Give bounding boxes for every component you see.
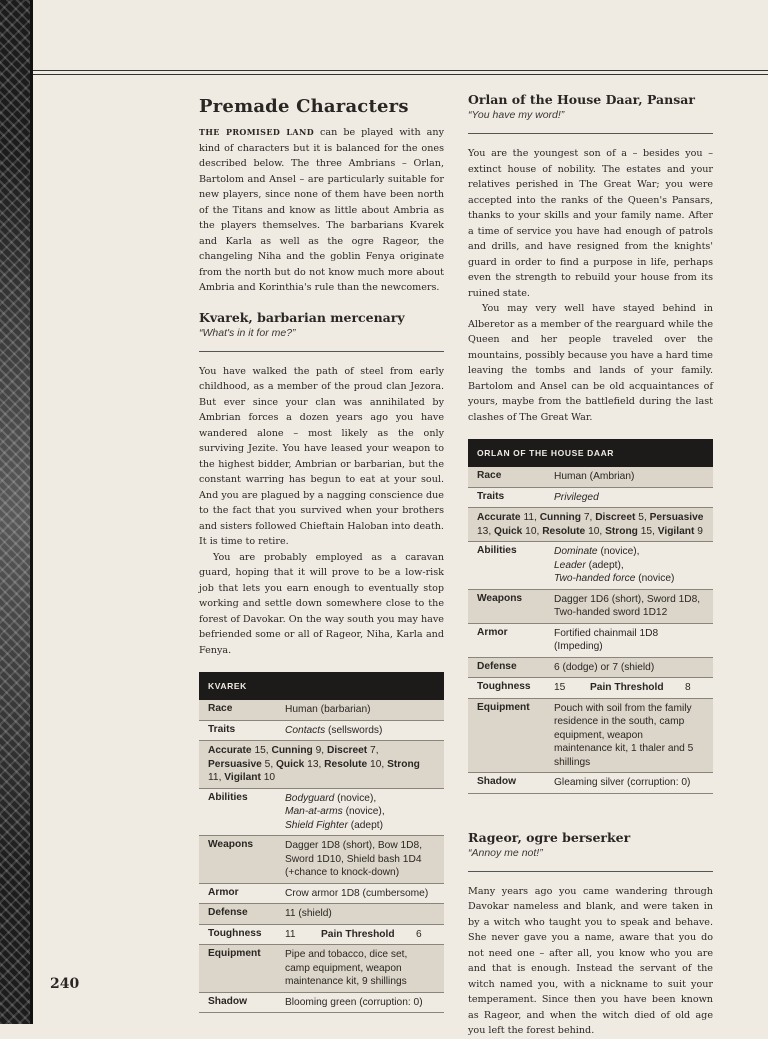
stat-value: 11 (shield): [285, 908, 332, 919]
left-column: [199, 96, 444, 1013]
stat-value: [285, 792, 435, 833]
pain-threshold-value: 8: [685, 682, 691, 693]
stat-value: Fortified chainmail 1D8 (Impeding): [554, 627, 659, 652]
attr-value: 13: [307, 758, 319, 770]
attr-value: 7: [370, 745, 376, 756]
attr-value: 10: [370, 758, 382, 770]
stat-label: Race: [208, 703, 233, 714]
stat-row-toughness: [468, 678, 713, 699]
intro-paragraph: [199, 125, 444, 296]
ability-level: (novice),: [334, 792, 377, 804]
stat-value: [554, 491, 704, 505]
stat-value: Human (barbarian): [285, 704, 371, 715]
ability-level: (adept): [347, 819, 383, 831]
stat-row-attributes: Accurate 15, Cunning 9, Discreet 7, Persuasive 5, Quick 13, Resolute 10, Strong 11, Vigilant 10: [199, 741, 444, 789]
orlan-paragraph-1: You are the youngest son of a – besides you – extinct house of nobility. The estates and your relatives perished in The Great War; you were accepted into the ranks of the Queen's Pansars, thanks to your skills and your family name. After a time of service you have had enough of patrols and drills, and have resigned from the knights' guard in order to find a purpose in life, perhaps even the strength to rebuild your house from its ruined state.: [468, 148, 713, 299]
stat-label: Toughness: [477, 681, 531, 692]
attr-value: 10: [263, 772, 276, 783]
header-rule: [33, 70, 768, 71]
rageor-quote: “Annoy me not!”: [468, 846, 543, 859]
attr-value: 9: [697, 525, 703, 537]
toughness-value: 15: [554, 682, 566, 693]
ability-level: (adept),: [585, 559, 624, 571]
stat-value: 6 (dodge) or 7 (shield): [554, 661, 655, 673]
stat-row-equipment: [199, 945, 444, 993]
stat-label: Armor: [208, 886, 239, 898]
attr-value: 10: [588, 525, 600, 537]
stat-row-traits: [468, 488, 713, 509]
ability-name: Bodyguard: [285, 792, 335, 804]
trait-name: Privileged: [554, 491, 599, 503]
kvarek-paragraph-2: You are probably employed as a caravan guard, hoping that it will prove to be a low-risk job that lets you earn enough to eventually stop working and settle down somewhere close to the forest of Davokar. On the way south you may have befriended some or all of Rageor, Niha, Karla and Fenya.: [199, 551, 444, 656]
orlan-title: Orlan of the House Daar, Pansar: [468, 92, 695, 107]
kvarek-paragraph-1: You have walked the path of steel from early childhood, as a member of the proud clan Jezora. But ever since your clan was annihilated by Ambrian forces a dozen years ago you have wandered alone – most likely as the only surviving Jezite. You have leased your weapon to the highest bidder, Ambrian or barbarian, but the constant warring has begun to eat at your soul. And you are plagued by a nagging conscience due to the fact that you survived when your brothers and sisters followed Chieftain Haloban into death. It is time to retire.: [199, 365, 444, 547]
attr-value: 7: [583, 512, 590, 523]
decorative-border: [0, 0, 33, 1024]
attr-name: Accurate: [477, 512, 521, 523]
stat-label: Abilities: [208, 791, 248, 803]
statblock-header: ORLAN OF THE HOUSE DAAR: [468, 439, 713, 467]
attr-value: 11: [523, 512, 535, 523]
ability-level: (novice): [635, 573, 675, 584]
stat-label: Defense: [477, 660, 517, 672]
divider: [468, 133, 713, 134]
attr-name: Quick: [494, 525, 523, 537]
stat-value: [285, 724, 435, 738]
stat-label: Weapons: [208, 839, 254, 850]
attr-name: Strong: [387, 758, 420, 770]
stat-label: Toughness: [208, 927, 262, 939]
pain-threshold-label: Pain Threshold: [590, 682, 664, 693]
stat-row-weapons: [199, 836, 444, 884]
stat-label: Equipment: [208, 948, 261, 959]
toughness-value: 11: [285, 928, 296, 940]
attr-name: Vigilant: [224, 772, 261, 783]
rageor-title: Rageor, ogre berserker: [468, 829, 631, 845]
stat-value: Dagger 1D8 (short), Bow 1D8, Sword 1D10, Shield bash 1D4 (+chance to knock-down): [285, 840, 423, 878]
stat-row-armor: [199, 884, 444, 905]
stat-value: Human (Ambrian): [554, 471, 635, 482]
stat-label: Race: [477, 470, 502, 481]
orlan-quote: “You have my word!”: [468, 109, 565, 121]
stat-row-abilities: [199, 789, 444, 837]
stat-label: Abilities: [477, 545, 517, 556]
ability-name: Leader: [554, 559, 586, 571]
pain-threshold-label: Pain Threshold: [321, 928, 395, 940]
orlan-paragraph-2: You may very well have stayed behind in Alberetor as a member of the rearguard while the Queen and her people traveled over the mountains, possibly because you have a hard time leaving the tombs and lands of your family. Bartolom and Ansel can be old acquaintances of yours, maybe from the battlefield during the last clashes of The Great War.: [468, 303, 713, 423]
rageor-paragraph-1: Many years ago you came wandering through Davokar nameless and blank, and were taken in by a witch who taught you to speak and behave. She never gave you a name, aware that you do not need one – after all, you know who you are and that is enough. Instead the servant of the witch named you, with a nickname to suit your temperament. Since then you have been known as Rageor, and when the witch died of old age you left the forest behind.: [468, 885, 713, 1036]
stat-label: Armor: [477, 626, 508, 638]
attr-value: 13: [477, 525, 489, 537]
divider: [199, 351, 444, 352]
stat-row-defense: [468, 658, 713, 679]
header-rule-secondary: [33, 74, 768, 75]
intro-text: can be played with any kind of characters but it is balanced for the ones described below. The three Ambrians – Orlan, Bartolom and Ansel – are particularly suitable for new players, since none of them have been north of the Titans and know as little about Ambria as the players themselves. The barbarians Kvarek and Karla as well as the ogre Rageor, the changeling Niha and the goblin Fenya originate from the north but do not know much more about Ambria and Korinthia's rule than the newcomers.: [199, 127, 444, 293]
intro-lead: THE PROMISED LAND: [199, 127, 315, 137]
stat-value: [285, 928, 435, 942]
stat-value: Blooming green (corruption: 0): [285, 996, 423, 1008]
attr-name: Resolute: [542, 525, 586, 537]
attr-value: 5: [638, 512, 644, 523]
attr-name: Cunning: [271, 745, 313, 756]
stat-value: Crow armor 1D8 (cumbersome): [285, 887, 429, 899]
stat-row-armor: [468, 624, 713, 658]
ability-name: Man-at-arms: [285, 806, 343, 817]
attr-name: Quick: [276, 758, 305, 770]
stat-row-attributes: Accurate 11, Cunning 7, Discreet 5, Persuasive 13, Quick 10, Resolute 10, Strong 15, Vigilant 9: [468, 508, 713, 542]
pain-threshold-value: 6: [416, 928, 422, 940]
ability-level: (novice),: [342, 806, 385, 817]
stat-value: Pipe and tobacco, dice set, camp equipment, weapon maintenance kit, 9 shillings: [285, 949, 408, 987]
trait-detail: (sellswords): [325, 724, 383, 736]
attr-value: 5: [264, 758, 271, 770]
attr-name: Accurate: [208, 745, 252, 756]
stat-value: Pouch with soil from the family residence in the south, camp equipment, weapon maintenance kit, 1 thaler and 5 shillings: [554, 702, 694, 768]
stat-row-defense: [199, 904, 444, 925]
stat-label: Weapons: [477, 592, 523, 604]
stat-value: [554, 681, 704, 695]
kvarek-title: Kvarek, barbarian mercenary: [199, 309, 405, 325]
right-column: [468, 92, 713, 1039]
attr-value: 9: [315, 745, 322, 756]
stat-label: Shadow: [477, 776, 517, 787]
attr-name: Cunning: [539, 512, 582, 523]
stat-row-toughness: [199, 925, 444, 946]
stat-row-equipment: [468, 699, 713, 774]
divider: [468, 871, 713, 872]
stat-row-shadow: [199, 993, 444, 1014]
stat-row-shadow: [468, 773, 713, 794]
stat-row-race: [199, 700, 444, 721]
stat-label: Traits: [208, 723, 236, 735]
attr-name: Persuasive: [208, 758, 262, 770]
page-title: Premade Characters: [199, 96, 409, 117]
ability-name: Two-handed force: [554, 573, 636, 584]
attr-value: 15: [254, 745, 266, 756]
kvarek-quote: “What's in it for me?”: [199, 326, 296, 339]
stat-label: Equipment: [477, 701, 530, 713]
stat-row-abilities: [468, 542, 713, 590]
statblock-header: KVAREK: [199, 672, 444, 700]
stat-value: Dagger 1D6 (short), Sword 1D8, Two-handed sword 1D12: [554, 593, 701, 618]
stat-row-race: [468, 467, 713, 488]
stat-row-weapons: [468, 590, 713, 624]
stat-label: Shadow: [208, 995, 248, 1007]
page-number: 240: [50, 976, 80, 992]
stat-label: Defense: [208, 907, 248, 918]
kvarek-statblock: [199, 672, 444, 1013]
ability-name: Dominate: [554, 546, 598, 557]
stat-value: [554, 545, 704, 586]
ability-name: Shield Fighter: [285, 819, 348, 831]
attr-name: Vigilant: [657, 525, 695, 537]
attr-value: 11: [208, 772, 219, 783]
stat-value: Gleaming silver (corruption: 0): [554, 777, 691, 788]
attr-value: 10: [525, 525, 537, 537]
orlan-statblock: [468, 439, 713, 794]
ability-level: (novice),: [597, 546, 640, 557]
attr-value: 15: [640, 525, 653, 537]
stat-row-traits: [199, 721, 444, 742]
attr-name: Persuasive: [649, 512, 704, 523]
stat-label: Traits: [477, 490, 505, 502]
attr-name: Strong: [605, 525, 638, 537]
attr-name: Discreet: [326, 745, 368, 756]
attr-name: Resolute: [324, 758, 368, 770]
trait-name: Contacts: [285, 724, 326, 736]
attr-name: Discreet: [595, 512, 636, 523]
